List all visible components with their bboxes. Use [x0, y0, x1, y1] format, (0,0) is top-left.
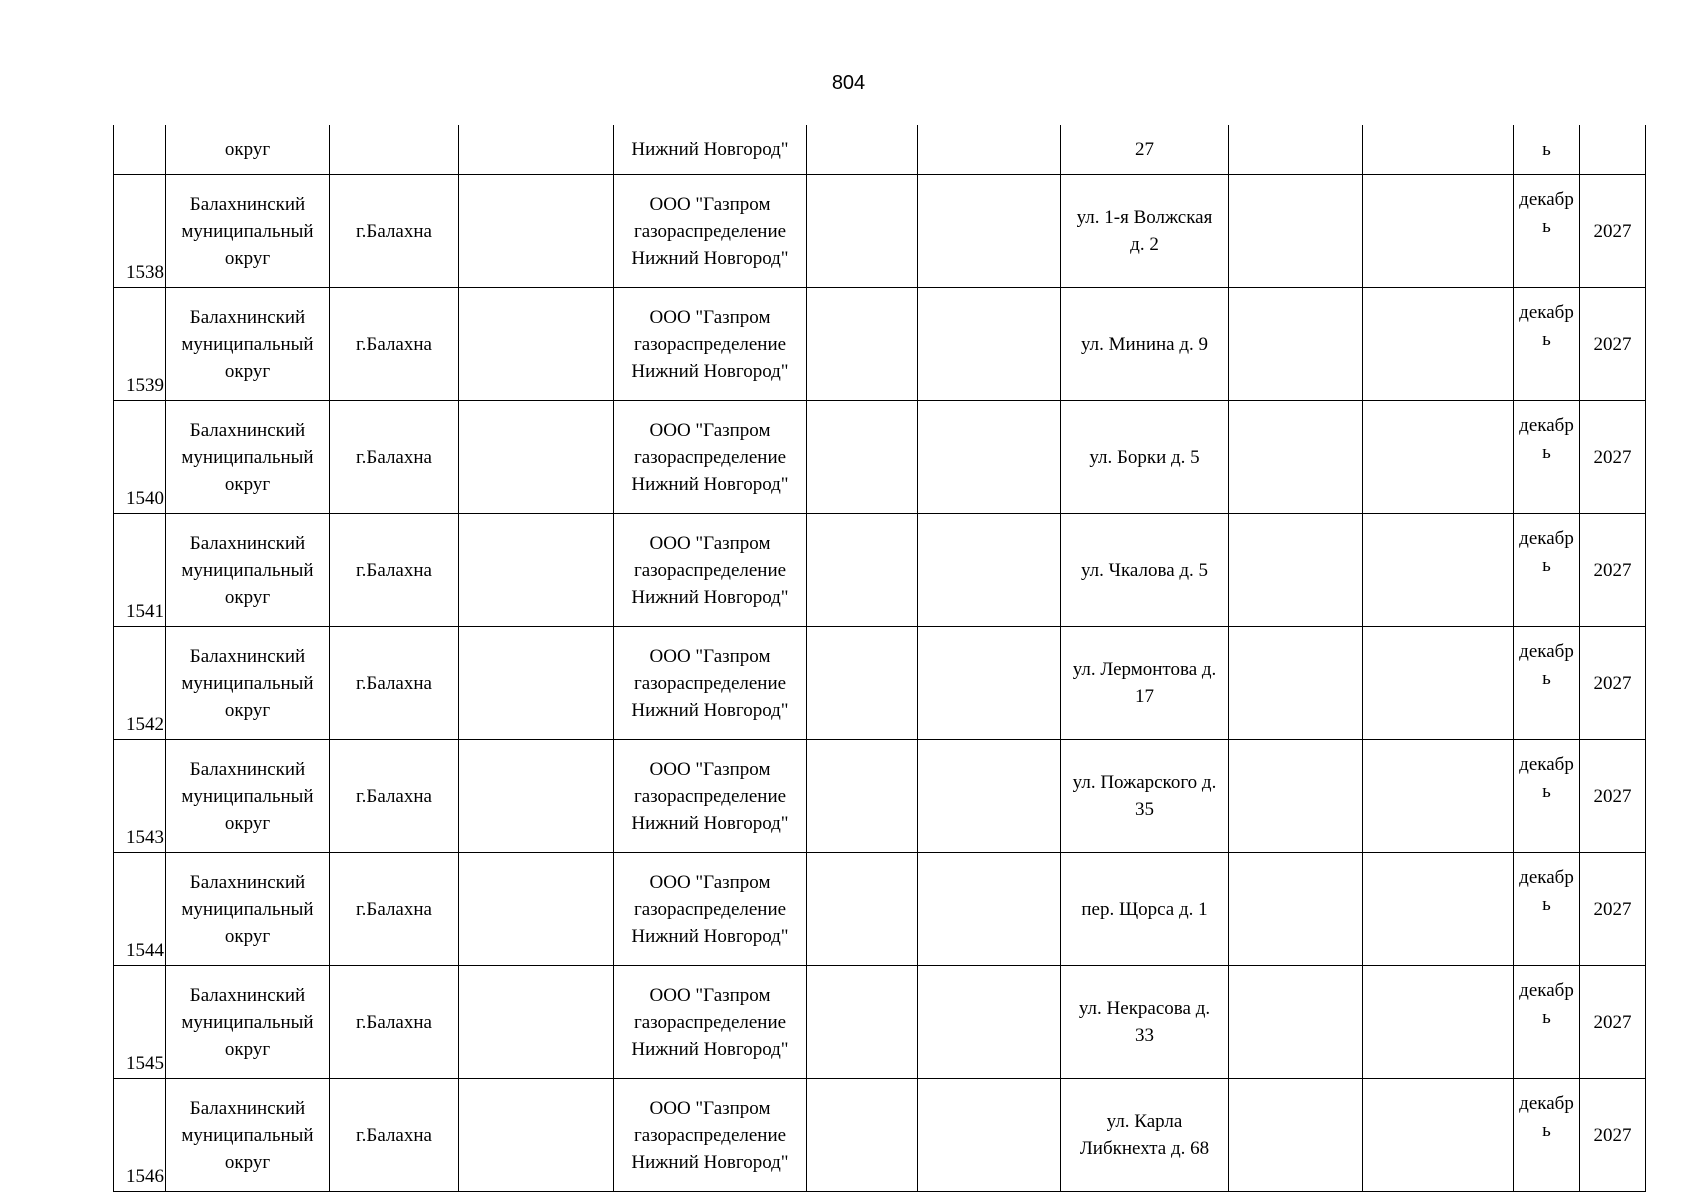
- cell-address: [1061, 288, 1229, 401]
- cell-city: г.Балахна: [330, 288, 459, 401]
- cell-city: г.Балахна: [330, 853, 459, 966]
- cell-organization-line: Нижний Новгород": [631, 1151, 789, 1173]
- cell-empty: [807, 853, 918, 966]
- cell-organization-line: газораспределение: [633, 446, 787, 468]
- cell-organization: [614, 1079, 807, 1192]
- cell-district-line: Балахнинский: [189, 758, 306, 780]
- table-row: [114, 1079, 1646, 1192]
- table-row-continued: [114, 125, 1646, 175]
- cell-organization-line: газораспределение: [633, 220, 787, 242]
- cell-empty: [918, 175, 1061, 288]
- cell-empty: [807, 627, 918, 740]
- cell-month: [1514, 1079, 1580, 1192]
- cell-city: г.Балахна: [330, 514, 459, 627]
- cell-number: 1543: [114, 740, 166, 853]
- cell-number: 1544: [114, 853, 166, 966]
- cell-address: [1061, 853, 1229, 966]
- cell-organization-line: Нижний Новгород": [631, 812, 789, 834]
- cell-organization: [614, 175, 807, 288]
- cell-empty: [459, 740, 614, 853]
- cell-address: [1061, 627, 1229, 740]
- cell-organization-line: ООО "Газпром: [649, 758, 771, 780]
- cell-address-line: ул. Карла: [1106, 1111, 1183, 1132]
- cell-empty: [1229, 853, 1363, 966]
- cell-empty: [807, 1079, 918, 1192]
- cell-district: [166, 401, 330, 514]
- table-row: [114, 175, 1646, 288]
- cell-district-line: Балахнинский: [189, 871, 306, 893]
- cell-organization-line: ООО "Газпром: [649, 419, 771, 441]
- cell-empty: [807, 175, 918, 288]
- cell-address-line: Либкнехта д. 68: [1079, 1138, 1210, 1159]
- cell-empty: [1229, 514, 1363, 627]
- cell-organization-line: Нижний Новгород": [631, 360, 789, 382]
- cell-district-line: округ: [224, 586, 271, 608]
- cell-district-line: муниципальный: [181, 1124, 314, 1146]
- cell-empty: [1229, 125, 1363, 175]
- cell-month-line: декабр: [1519, 754, 1574, 775]
- cell-address: [1061, 514, 1229, 627]
- cell-month-line: декабр: [1519, 189, 1574, 210]
- cell-district: [166, 1079, 330, 1192]
- cell-address-line: д. 2: [1130, 234, 1159, 255]
- cell-organization: [614, 288, 807, 401]
- cell-empty: [1229, 288, 1363, 401]
- cell-address-line: ул. Борки д. 5: [1089, 446, 1200, 468]
- cell-number: [114, 125, 166, 175]
- table-row: [114, 401, 1646, 514]
- cell-empty: [1229, 627, 1363, 740]
- cell-month-line: ь: [1542, 668, 1551, 689]
- cell-empty: [459, 175, 614, 288]
- cell-city: г.Балахна: [330, 175, 459, 288]
- cell-organization: [614, 401, 807, 514]
- cell-organization-line: Нижний Новгород": [631, 247, 789, 269]
- cell-city: г.Балахна: [330, 740, 459, 853]
- cell-district-line: округ: [224, 360, 271, 382]
- cell-address: [1061, 1079, 1229, 1192]
- cell-district-line: Балахнинский: [189, 419, 306, 441]
- cell-year: 2027: [1580, 627, 1646, 740]
- cell-organization-line: Нижний Новгород": [631, 586, 789, 608]
- cell-year: 2027: [1580, 1079, 1646, 1192]
- cell-month-line: декабр: [1519, 867, 1574, 888]
- cell-empty: [1229, 966, 1363, 1079]
- table-row: [114, 966, 1646, 1079]
- cell-empty: [807, 288, 918, 401]
- cell-empty: [918, 288, 1061, 401]
- cell-empty: [918, 1079, 1061, 1192]
- cell-district-line: Балахнинский: [189, 1097, 306, 1119]
- cell-district: [166, 740, 330, 853]
- cell-organization: [614, 853, 807, 966]
- cell-month-line: ь: [1542, 329, 1551, 350]
- cell-city: г.Балахна: [330, 401, 459, 514]
- cell-month: [1514, 175, 1580, 288]
- cell-month: [1514, 514, 1580, 627]
- cell-organization: [614, 627, 807, 740]
- cell-empty: [1229, 401, 1363, 514]
- cell-district: [166, 853, 330, 966]
- cell-empty: [1363, 1079, 1514, 1192]
- cell-month: ь: [1514, 125, 1580, 175]
- cell-empty: [1363, 627, 1514, 740]
- page-number: 804: [831, 72, 866, 94]
- cell-organization-line: Нижний Новгород": [631, 699, 789, 721]
- cell-empty: [1363, 740, 1514, 853]
- cell-organization-line: ООО "Газпром: [649, 306, 771, 328]
- cell-organization-line: ООО "Газпром: [649, 532, 771, 554]
- cell-district-line: муниципальный: [181, 785, 314, 807]
- cell-district-line: муниципальный: [181, 672, 314, 694]
- cell-organization-line: газораспределение: [633, 1124, 787, 1146]
- cell-address-line: ул. Чкалова д. 5: [1080, 559, 1209, 581]
- cell-district-line: округ: [224, 247, 271, 269]
- cell-address-line: 33: [1135, 1025, 1154, 1046]
- cell-empty: [459, 401, 614, 514]
- cell-organization-line: ООО "Газпром: [649, 1097, 771, 1119]
- cell-number: 1546: [114, 1079, 166, 1192]
- cell-organization-line: газораспределение: [633, 672, 787, 694]
- cell-district: [166, 514, 330, 627]
- cell-month-line: ь: [1542, 781, 1551, 802]
- cell-year: 2027: [1580, 175, 1646, 288]
- cell-organization-line: Нижний Новгород": [631, 925, 789, 947]
- cell-district-line: муниципальный: [181, 559, 314, 581]
- cell-empty: [1363, 853, 1514, 966]
- cell-empty: [807, 966, 918, 1079]
- table-row: [114, 627, 1646, 740]
- cell-year: 2027: [1580, 514, 1646, 627]
- cell-number: 1540: [114, 401, 166, 514]
- cell-organization-line: Нижний Новгород": [631, 1038, 789, 1060]
- cell-organization: Нижний Новгород": [614, 125, 807, 175]
- cell-organization-line: ООО "Газпром: [649, 645, 771, 667]
- cell-district-line: округ: [224, 699, 271, 721]
- cell-empty: [807, 125, 918, 175]
- cell-organization: [614, 966, 807, 1079]
- cell-district-line: муниципальный: [181, 1011, 314, 1033]
- cell-district-line: Балахнинский: [189, 645, 306, 667]
- cell-empty: [459, 966, 614, 1079]
- cell-empty: [1229, 175, 1363, 288]
- cell-organization-line: газораспределение: [633, 1011, 787, 1033]
- cell-address: [1061, 966, 1229, 1079]
- cell-month: [1514, 401, 1580, 514]
- cell-year: 2027: [1580, 966, 1646, 1079]
- cell-district-line: муниципальный: [181, 446, 314, 468]
- cell-empty: [1363, 125, 1514, 175]
- cell-empty: [918, 966, 1061, 1079]
- cell-year: 2027: [1580, 401, 1646, 514]
- table-row: [114, 740, 1646, 853]
- cell-address: 27: [1061, 125, 1229, 175]
- cell-empty: [918, 514, 1061, 627]
- cell-month-line: декабр: [1519, 415, 1574, 436]
- cell-organization-line: ООО "Газпром: [649, 193, 771, 215]
- cell-district-line: округ: [224, 812, 271, 834]
- cell-organization-line: газораспределение: [633, 559, 787, 581]
- cell-empty: [459, 514, 614, 627]
- cell-address-line: ул. 1-я Волжская: [1076, 207, 1213, 228]
- cell-empty: [459, 853, 614, 966]
- cell-number: 1545: [114, 966, 166, 1079]
- cell-empty: [1229, 740, 1363, 853]
- cell-month-line: ь: [1542, 442, 1551, 463]
- cell-address-line: ул. Лермонтова д.: [1072, 659, 1217, 680]
- cell-district-line: Балахнинский: [189, 532, 306, 554]
- cell-month: [1514, 627, 1580, 740]
- cell-district: [166, 288, 330, 401]
- cell-address-line: 35: [1135, 799, 1154, 820]
- cell-empty: [1363, 401, 1514, 514]
- cell-address-line: ул. Некрасова д.: [1078, 998, 1211, 1019]
- cell-month-line: ь: [1542, 1007, 1551, 1028]
- cell-empty: [918, 401, 1061, 514]
- cell-year: [1580, 125, 1646, 175]
- cell-month-line: декабр: [1519, 528, 1574, 549]
- cell-empty: [459, 627, 614, 740]
- cell-number: 1538: [114, 175, 166, 288]
- cell-city: г.Балахна: [330, 1079, 459, 1192]
- cell-city: [330, 125, 459, 175]
- cell-empty: [1363, 288, 1514, 401]
- cell-empty: [918, 627, 1061, 740]
- cell-district-line: округ: [224, 473, 271, 495]
- cell-organization-line: ООО "Газпром: [649, 984, 771, 1006]
- cell-empty: [807, 514, 918, 627]
- cell-address-line: ул. Пожарского д.: [1072, 772, 1217, 793]
- cell-district-line: Балахнинский: [189, 306, 306, 328]
- cell-month-line: декабр: [1519, 980, 1574, 1001]
- cell-organization-line: ООО "Газпром: [649, 871, 771, 893]
- cell-empty: [459, 1079, 614, 1192]
- cell-address: [1061, 175, 1229, 288]
- cell-district: [166, 175, 330, 288]
- cell-organization: [614, 514, 807, 627]
- cell-organization-line: газораспределение: [633, 785, 787, 807]
- cell-organization-line: Нижний Новгород": [631, 473, 789, 495]
- cell-address-line: пер. Щорса д. 1: [1081, 898, 1208, 920]
- cell-organization-line: газораспределение: [633, 898, 787, 920]
- cell-address-line: ул. Минина д. 9: [1080, 333, 1209, 355]
- cell-district-line: округ: [224, 925, 271, 947]
- cell-district-line: муниципальный: [181, 898, 314, 920]
- gas-objects-table: [113, 125, 1646, 1192]
- cell-empty: [1363, 966, 1514, 1079]
- cell-year: 2027: [1580, 288, 1646, 401]
- cell-district-line: муниципальный: [181, 333, 314, 355]
- cell-number: 1539: [114, 288, 166, 401]
- cell-number: 1542: [114, 627, 166, 740]
- cell-empty: [1363, 514, 1514, 627]
- cell-month-line: ь: [1542, 216, 1551, 237]
- cell-month: [1514, 853, 1580, 966]
- cell-empty: [918, 740, 1061, 853]
- cell-empty: [918, 853, 1061, 966]
- cell-month-line: ь: [1542, 1120, 1551, 1141]
- cell-empty: [918, 125, 1061, 175]
- cell-city: г.Балахна: [330, 627, 459, 740]
- cell-empty: [807, 740, 918, 853]
- cell-month-line: ь: [1542, 894, 1551, 915]
- cell-empty: [807, 401, 918, 514]
- cell-organization-line: газораспределение: [633, 333, 787, 355]
- cell-district-line: округ: [224, 1151, 271, 1173]
- cell-year: 2027: [1580, 853, 1646, 966]
- cell-district: [166, 627, 330, 740]
- cell-year: 2027: [1580, 740, 1646, 853]
- cell-month: [1514, 740, 1580, 853]
- cell-address-line: 17: [1135, 686, 1154, 707]
- table-row: [114, 288, 1646, 401]
- cell-month: [1514, 288, 1580, 401]
- cell-address: [1061, 401, 1229, 514]
- cell-district-line: муниципальный: [181, 220, 314, 242]
- cell-month-line: ь: [1542, 555, 1551, 576]
- table-row: [114, 514, 1646, 627]
- cell-city: г.Балахна: [330, 966, 459, 1079]
- cell-month-line: декабр: [1519, 641, 1574, 662]
- cell-month-line: декабр: [1519, 302, 1574, 323]
- cell-empty: [459, 125, 614, 175]
- cell-empty: [1229, 1079, 1363, 1192]
- cell-organization: [614, 740, 807, 853]
- cell-district-line: Балахнинский: [189, 193, 306, 215]
- cell-month: [1514, 966, 1580, 1079]
- cell-number: 1541: [114, 514, 166, 627]
- cell-empty: [1363, 175, 1514, 288]
- cell-district-line: Балахнинский: [189, 984, 306, 1006]
- cell-district: [166, 966, 330, 1079]
- cell-month-line: декабр: [1519, 1093, 1574, 1114]
- cell-district-line: округ: [224, 1038, 271, 1060]
- cell-empty: [459, 288, 614, 401]
- table-row: [114, 853, 1646, 966]
- cell-address: [1061, 740, 1229, 853]
- cell-district: округ: [166, 125, 330, 175]
